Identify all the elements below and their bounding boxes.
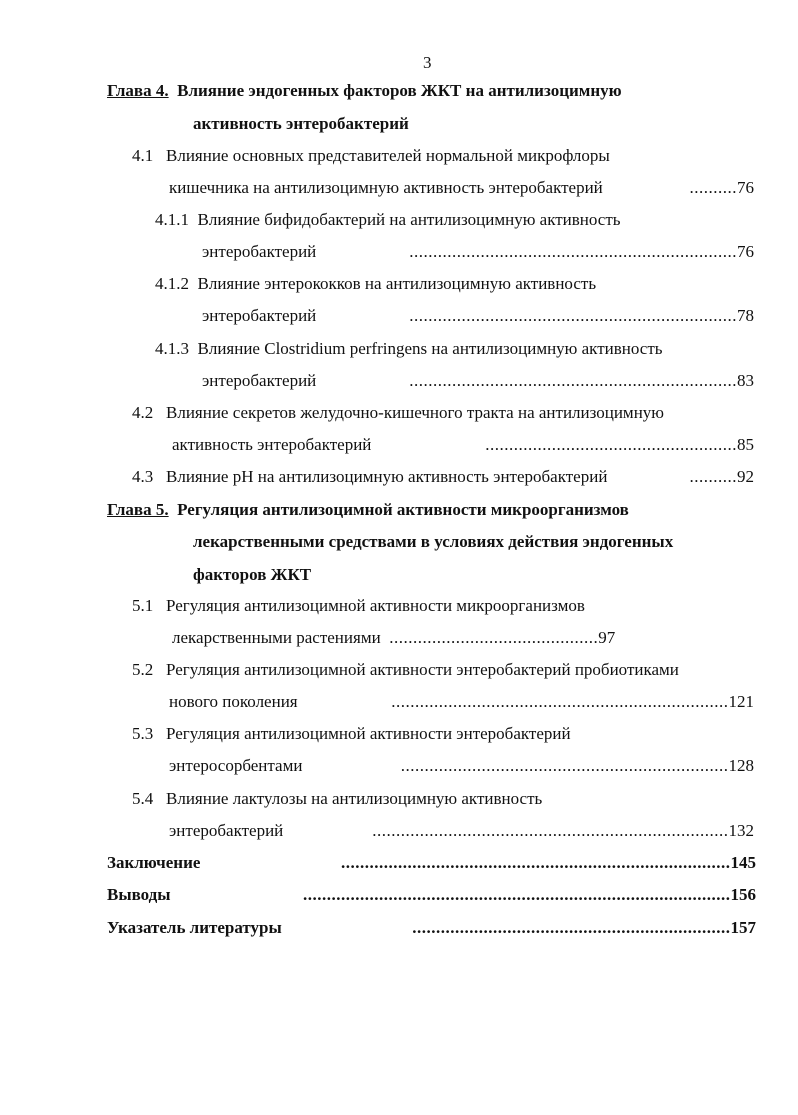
toc-conclusion-page: ..................................................................................145 xyxy=(341,853,756,872)
toc-findings: Выводы xyxy=(107,885,171,904)
section-title: Влияние бифидобактерий на антилизоцимную активность xyxy=(197,210,621,229)
toc-entry-4-3-page: ..........92 xyxy=(689,467,754,486)
section-title: Влияние лактулозы на антилизоцимную активность xyxy=(166,789,543,808)
section-number: 5.2 xyxy=(132,660,154,679)
section-title: Влияние Clostridium perfringens на антилизоцимную активность xyxy=(197,339,663,358)
section-number: 5.1 xyxy=(132,596,154,615)
page-number: 3 xyxy=(423,53,432,72)
toc-entry-4-1-1 xyxy=(155,209,621,231)
toc-entry-4-2-cont: активность энтеробактерий xyxy=(172,435,372,454)
section-number: 5.3 xyxy=(132,724,154,743)
toc-entry-4-2-page: .....................................................85 xyxy=(485,435,754,454)
toc-entry-5-2 xyxy=(132,659,679,681)
toc-entry-4-1-3-page: .....................................................................83 xyxy=(409,371,754,390)
chapter-4-title-line-1: Влияние эндогенных факторов ЖКТ на антилизоцимную xyxy=(177,81,622,100)
chapter-4-label: Глава 4. xyxy=(107,81,169,100)
toc-entry-4-1-1-cont: энтеробактерий xyxy=(202,242,317,261)
toc-entry-4-1-page: ..........76 xyxy=(689,178,754,197)
toc-references-page: ...................................................................157 xyxy=(412,918,756,937)
toc-entry-4-1-1-page: .....................................................................76 xyxy=(409,242,754,261)
toc-conclusion: Заключение xyxy=(107,853,201,872)
chapter-5-title-line-2: лекарственными средствами в условиях действия эндогенных xyxy=(193,532,674,551)
chapter-5-heading xyxy=(107,499,629,521)
toc-entry-4-1-2-page: .....................................................................78 xyxy=(409,306,754,325)
toc-entry-4-1-cont: кишечника на антилизоцимную активность энтеробактерий xyxy=(169,178,603,197)
toc-entry-5-1-cont: лекарственными растениями ............................................97 xyxy=(172,628,616,647)
toc-entry-4-1-2-cont: энтеробактерий xyxy=(202,306,317,325)
chapter-5-title-line-3: факторов ЖКТ xyxy=(193,565,312,584)
chapter-5-title-line-1: Регуляция антилизоцимной активности микроорганизмов xyxy=(177,500,629,519)
toc-references: Указатель литературы xyxy=(107,918,282,937)
section-number: 4.3 xyxy=(132,467,154,486)
toc-entry-5-3 xyxy=(132,723,571,745)
section-number: 4.1 xyxy=(132,146,154,165)
toc-entry-5-1 xyxy=(132,595,585,617)
toc-entry-5-3-page: .....................................................................128 xyxy=(400,756,754,775)
toc-entry-4-1-2 xyxy=(155,273,596,295)
section-title: Влияние pH на антилизоцимную активность энтеробактерий xyxy=(166,467,608,486)
toc-entry-5-4-cont: энтеробактерий xyxy=(169,821,284,840)
section-number: 5.4 xyxy=(132,789,154,808)
section-number: 4.2 xyxy=(132,403,154,422)
toc-entry-5-4 xyxy=(132,788,542,810)
toc-entry-4-3 xyxy=(132,466,607,488)
section-number: 4.1.2 xyxy=(155,274,189,293)
toc-entry-5-2-page: .......................................................................121 xyxy=(391,692,754,711)
chapter-4-heading xyxy=(107,80,622,102)
toc-entry-4-1-3 xyxy=(155,338,663,360)
toc-findings-page: ..........................................................................................156 xyxy=(303,885,756,904)
toc-entry-5-4-page: ...........................................................................132 xyxy=(372,821,754,840)
toc-entry-5-3-cont: энтеросорбентами xyxy=(169,756,303,775)
toc-entry-5-2-cont: нового поколения xyxy=(169,692,298,711)
toc-entry-4-1 xyxy=(132,145,610,167)
toc-entry-4-2 xyxy=(132,402,664,424)
toc-entry-4-1-3-cont: энтеробактерий xyxy=(202,371,317,390)
section-number: 4.1.3 xyxy=(155,339,189,358)
section-title: Регуляция антилизоцимной активности микроорганизмов xyxy=(166,596,585,615)
section-number: 4.1.1 xyxy=(155,210,189,229)
section-title: Влияние основных представителей нормальной микрофлоры xyxy=(166,146,610,165)
chapter-5-label: Глава 5. xyxy=(107,500,169,519)
section-title: Регуляция антилизоцимной активности энтеробактерий xyxy=(166,724,571,743)
chapter-4-title-line-2: активность энтеробактерий xyxy=(193,114,409,133)
section-title: Влияние энтерококков на антилизоцимную активность xyxy=(197,274,597,293)
section-title: Регуляция антилизоцимной активности энтеробактерий пробиотиками xyxy=(166,660,679,679)
section-title: Влияние секретов желудочно-кишечного тракта на антилизоцимную xyxy=(166,403,664,422)
